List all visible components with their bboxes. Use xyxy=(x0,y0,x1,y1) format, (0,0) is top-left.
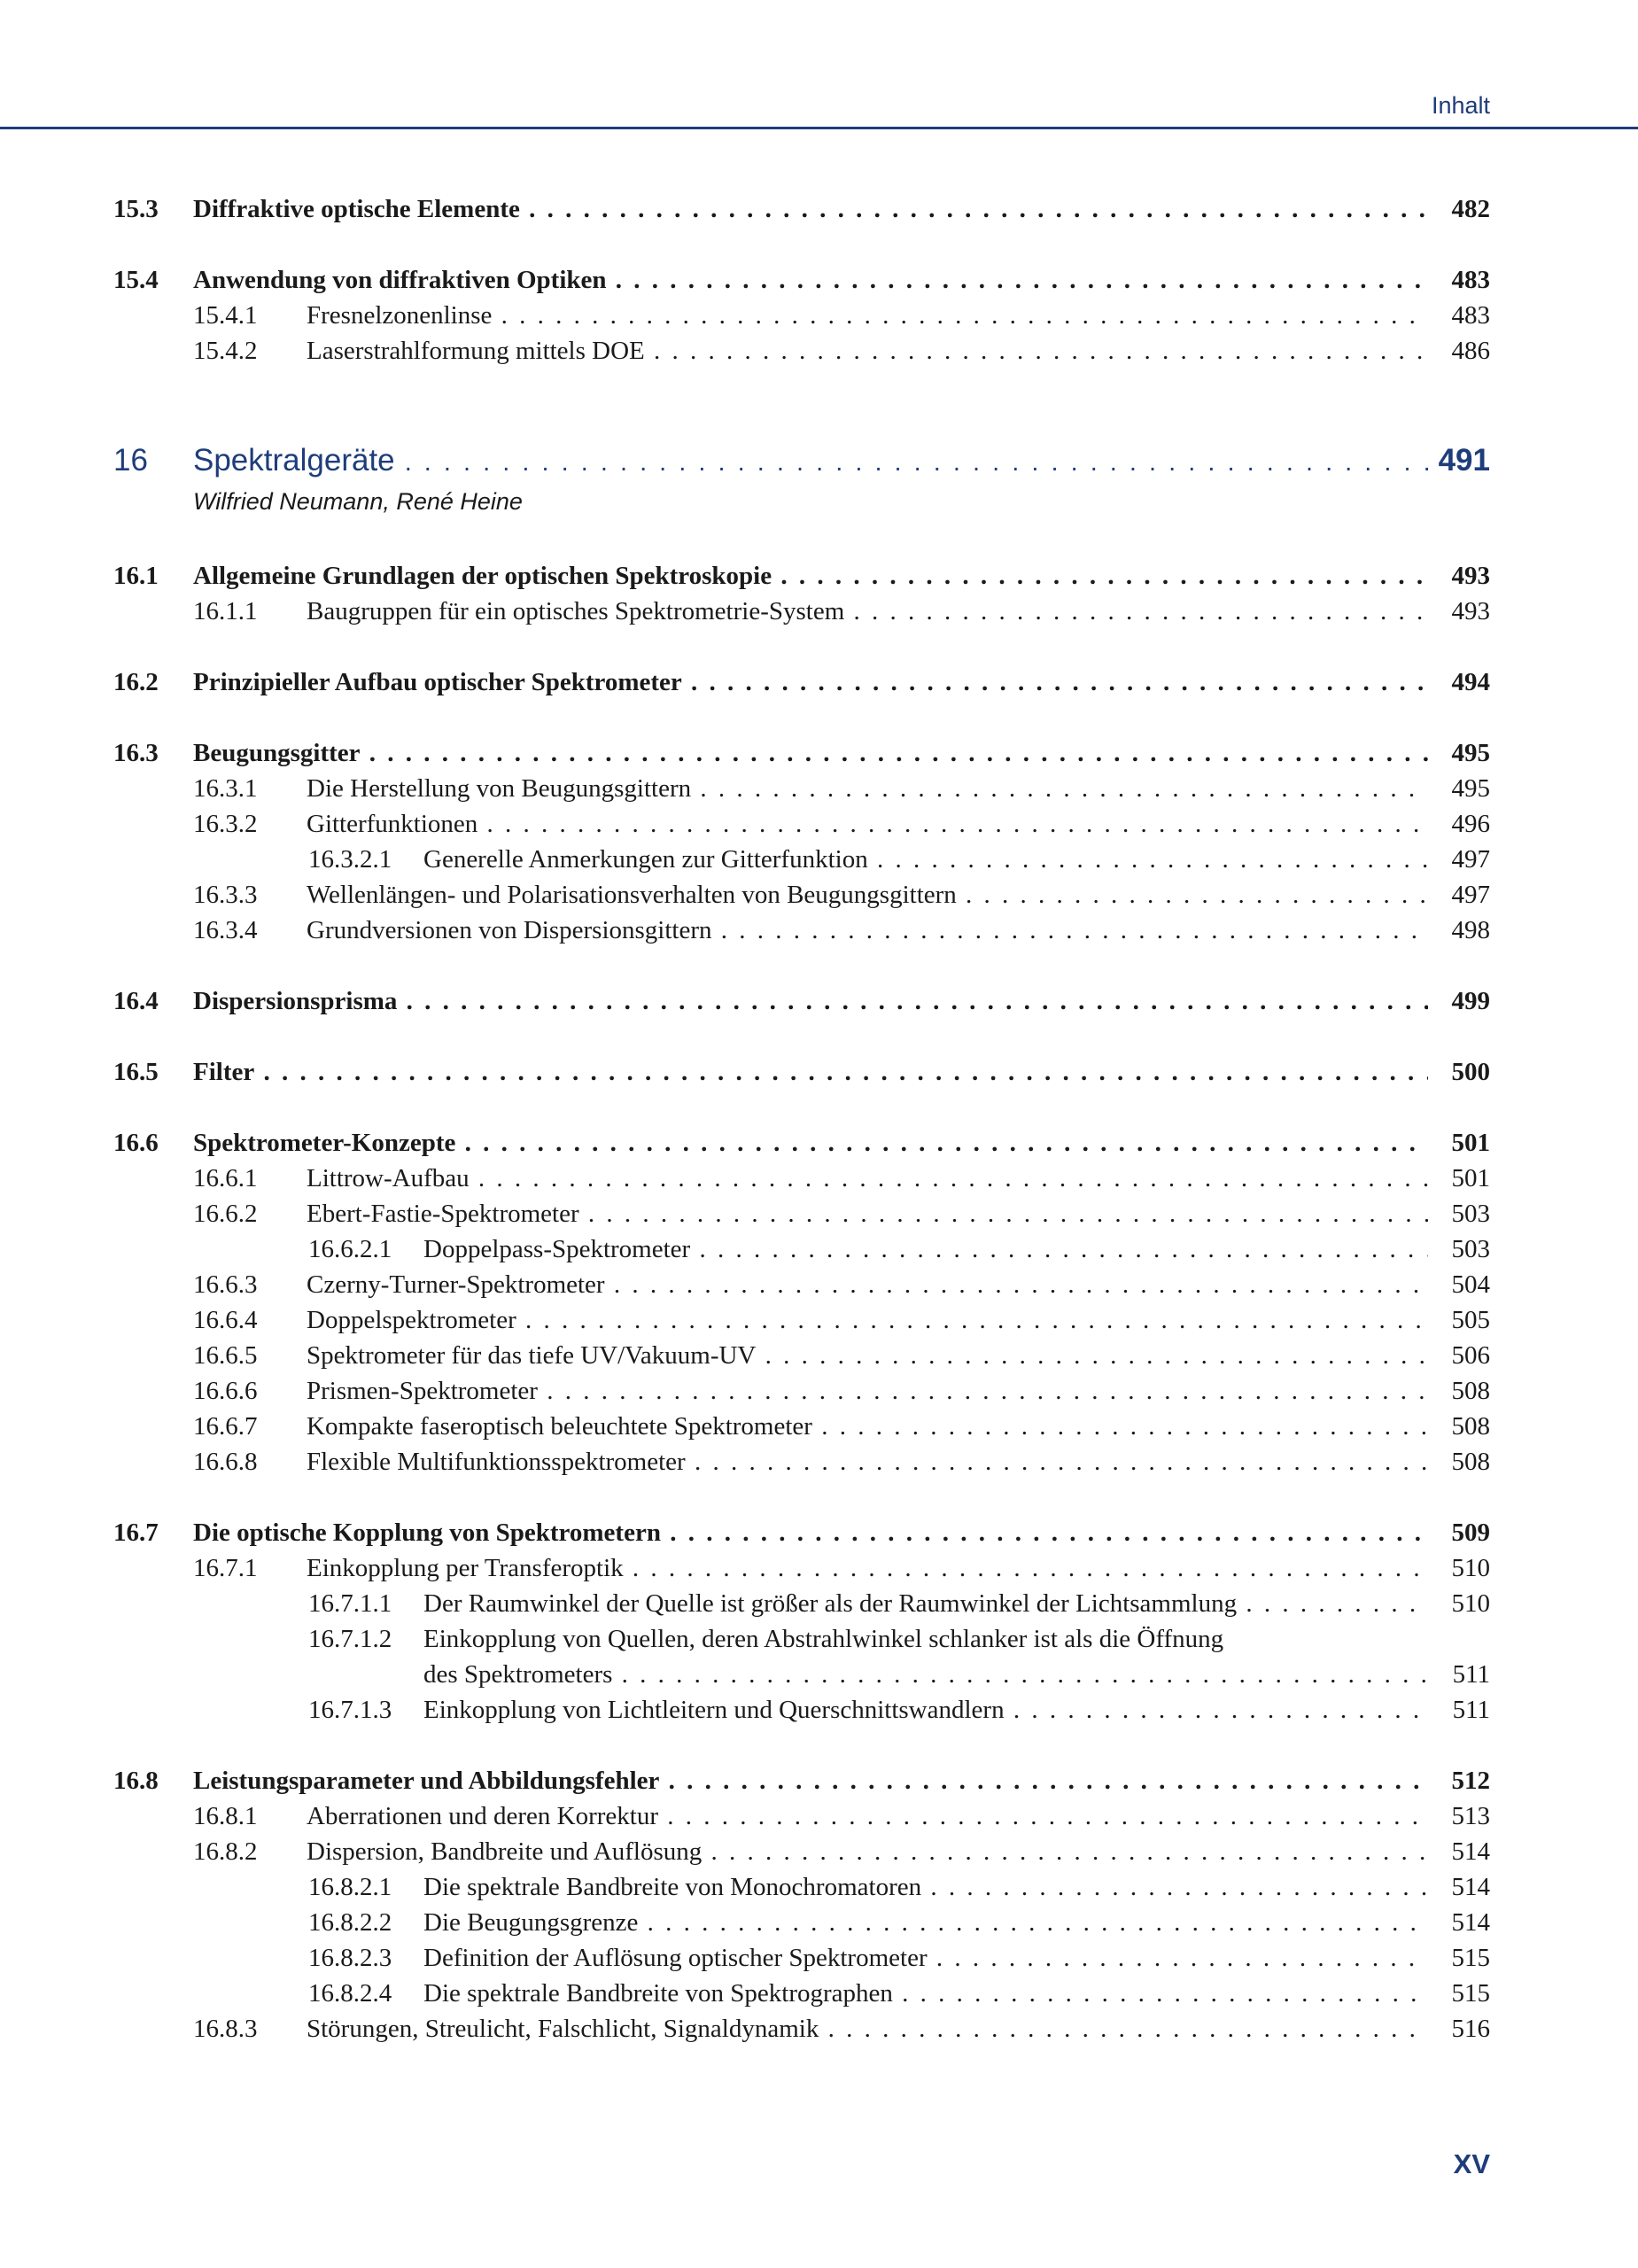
toc-title: Doppelspektrometer . . . xyxy=(307,1302,1428,1338)
toc-number: 16.6.1 xyxy=(193,1164,258,1192)
toc-entry-16-3-2-1[interactable] xyxy=(113,842,1490,877)
toc-number: 16.7.1.1 xyxy=(308,1589,392,1618)
toc-title: Definition der Auflösung optischer Spektrometer . . . xyxy=(423,1940,1428,1976)
toc-title: Einkopplung von Quellen, deren Abstrahlwinkel schlanker ist als die Öffnung xyxy=(423,1625,1224,1653)
toc-title: Aberrationen und deren Korrektur . . . xyxy=(307,1798,1428,1834)
chapter-page: 491 xyxy=(1438,443,1490,478)
toc-page: 486 xyxy=(1451,337,1490,365)
toc-page: 503 xyxy=(1451,1200,1490,1228)
toc-entry-16-6-8[interactable] xyxy=(113,1444,1490,1480)
toc-number: 16.6.4 xyxy=(193,1306,258,1334)
toc-entry-16-4[interactable] xyxy=(113,983,1490,1019)
chapter-number: 16 xyxy=(113,443,148,478)
toc-entry-15-4[interactable] xyxy=(113,262,1490,298)
toc-number: 16.6.3 xyxy=(193,1270,258,1299)
toc-number: 16.7.1.3 xyxy=(308,1696,392,1724)
toc-title: Prinzipieller Aufbau optischer Spektrometer . . . xyxy=(193,664,1428,700)
toc-title: Littrow-Aufbau . . . xyxy=(307,1161,1428,1196)
toc-number: 16.6.8 xyxy=(193,1448,258,1476)
toc-number: 16.3.2 xyxy=(193,810,258,838)
toc-page: 494 xyxy=(1451,668,1490,696)
toc-entry-16-8-1[interactable] xyxy=(113,1798,1490,1834)
toc-entry-15-3[interactable] xyxy=(113,191,1490,227)
toc-number: 16.1.1 xyxy=(193,597,258,625)
toc-number: 16.8.2.1 xyxy=(308,1873,392,1901)
toc-number: 16.7.1 xyxy=(193,1554,258,1582)
toc-number: 16.8.2.4 xyxy=(308,1979,392,2008)
toc-title: Filter . . . xyxy=(193,1054,1428,1090)
toc-title: Grundversionen von Dispersionsgittern . . . xyxy=(307,913,1428,948)
toc-number: 16.8.1 xyxy=(193,1802,258,1830)
toc-number: 16.7.1.2 xyxy=(308,1625,392,1653)
toc-page: 501 xyxy=(1451,1129,1490,1157)
toc-entry-16-8-3[interactable] xyxy=(113,2011,1490,2047)
toc-entry-16-1-1[interactable] xyxy=(113,594,1490,629)
toc-entry-16-7-1-1[interactable] xyxy=(113,1586,1490,1621)
header-rule xyxy=(0,127,1638,129)
toc-page: 504 xyxy=(1451,1270,1490,1299)
toc-number: 16.8.2.3 xyxy=(308,1944,392,1972)
toc-page: 493 xyxy=(1451,562,1490,590)
toc-entry-16-8-2-1[interactable] xyxy=(113,1869,1490,1905)
toc-title: Die optische Kopplung von Spektrometern . . . xyxy=(193,1515,1428,1550)
toc-entry-16-7-1[interactable] xyxy=(113,1550,1490,1586)
toc-entry-16-3[interactable] xyxy=(113,735,1490,771)
toc-entry-16-6[interactable] xyxy=(113,1125,1490,1161)
toc-entry-16-6-2-1[interactable] xyxy=(113,1231,1490,1267)
toc-page: 514 xyxy=(1451,1908,1490,1937)
toc-title: Gitterfunktionen . . . xyxy=(307,806,1428,842)
toc-title: Diffraktive optische Elemente . . . xyxy=(193,191,1428,227)
toc-page: 514 xyxy=(1451,1837,1490,1866)
toc-number: 16.3 xyxy=(113,739,159,767)
toc-page: 510 xyxy=(1451,1554,1490,1582)
toc-entry-16-7-1-3[interactable] xyxy=(113,1692,1490,1728)
toc-number: 16.7 xyxy=(113,1518,159,1547)
toc-number: 16.2 xyxy=(113,668,159,696)
toc-entry-16-8-2-4[interactable] xyxy=(113,1976,1490,2011)
toc-page: 497 xyxy=(1451,881,1490,909)
toc-number: 15.3 xyxy=(113,195,159,223)
toc-title: Ebert-Fastie-Spektrometer . . . xyxy=(307,1196,1428,1231)
toc-title: Die Herstellung von Beugungsgittern . . . xyxy=(307,771,1428,806)
toc-title: Fresnelzonenlinse . . . xyxy=(307,298,1428,333)
toc-entry-16-3-4[interactable] xyxy=(113,913,1490,948)
toc-page: 511 xyxy=(1452,1696,1490,1724)
toc-number: 16.5 xyxy=(113,1058,159,1086)
toc-entry-16-8-2-2[interactable] xyxy=(113,1905,1490,1940)
toc-page: 514 xyxy=(1451,1873,1490,1901)
toc-page: 503 xyxy=(1451,1235,1490,1263)
toc-page: 512 xyxy=(1451,1767,1490,1795)
toc-title: Spektrometer für das tiefe UV/Vakuum-UV . . . xyxy=(307,1338,1428,1373)
toc-number: 16.8.3 xyxy=(193,2015,258,2043)
toc-entry-16-6-7[interactable] xyxy=(113,1409,1490,1444)
toc-entry-15-4-1[interactable] xyxy=(113,298,1490,333)
toc-page: 483 xyxy=(1451,301,1490,330)
toc-page: 508 xyxy=(1451,1448,1490,1476)
toc-entry-16-8[interactable] xyxy=(113,1763,1490,1798)
toc-page: 510 xyxy=(1451,1589,1490,1618)
toc-chapter-16[interactable] xyxy=(113,438,1490,484)
toc-page: 515 xyxy=(1451,1944,1490,1972)
toc-title-continued: des Spektrometers . . . xyxy=(423,1657,1428,1692)
toc-entry-16-2[interactable] xyxy=(113,664,1490,700)
toc-entry-16-6-1[interactable] xyxy=(113,1161,1490,1196)
toc-page: 513 xyxy=(1451,1802,1490,1830)
toc-number: 16.6.2.1 xyxy=(308,1235,392,1263)
toc-title: Baugruppen für ein optisches Spektrometrie-System . . . xyxy=(307,594,1428,629)
toc-page: 511 xyxy=(1452,1660,1490,1689)
toc-entry-16-7[interactable] xyxy=(113,1515,1490,1550)
toc-number: 16.3.3 xyxy=(193,881,258,909)
toc-entry-16-6-3[interactable] xyxy=(113,1267,1490,1302)
toc-entry-16-3-2[interactable] xyxy=(113,806,1490,842)
toc-number: 16.6.7 xyxy=(193,1412,258,1441)
toc-number: 16.8 xyxy=(113,1767,159,1795)
toc-entry-16-7-1-2-continued[interactable] xyxy=(113,1657,1490,1692)
toc-page: 508 xyxy=(1451,1377,1490,1405)
toc-number: 16.8.2.2 xyxy=(308,1908,392,1937)
toc-title: Einkopplung von Lichtleitern und Querschnittswandlern . . . xyxy=(423,1692,1428,1728)
table-of-contents xyxy=(113,191,1490,2047)
toc-title: Generelle Anmerkungen zur Gitterfunktion . . . xyxy=(423,842,1428,877)
toc-title: Störungen, Streulicht, Falschlicht, Signaldynamik . . . xyxy=(307,2011,1428,2047)
toc-number: 15.4 xyxy=(113,266,159,294)
toc-title: Allgemeine Grundlagen der optischen Spektroskopie . . . xyxy=(193,558,1428,594)
toc-number: 16.8.2 xyxy=(193,1837,258,1866)
toc-entry-16-6-4[interactable] xyxy=(113,1302,1490,1338)
toc-page: 482 xyxy=(1451,195,1490,223)
toc-page: 505 xyxy=(1451,1306,1490,1334)
toc-entry-16-3-1[interactable] xyxy=(113,771,1490,806)
toc-title: Wellenlängen- und Polarisationsverhalten von Beugungsgittern . . . xyxy=(307,877,1428,913)
toc-page: 495 xyxy=(1451,774,1490,803)
toc-number: 16.6.6 xyxy=(193,1377,258,1405)
toc-title: Dispersionsprisma . . . xyxy=(193,983,1428,1019)
toc-page: 515 xyxy=(1451,1979,1490,2008)
toc-title: Einkopplung per Transferoptik . . . xyxy=(307,1550,1428,1586)
toc-entry-16-6-5[interactable] xyxy=(113,1338,1490,1373)
toc-title: Anwendung von diffraktiven Optiken . . . xyxy=(193,262,1428,298)
toc-number: 15.4.2 xyxy=(193,337,258,365)
toc-entry-16-6-6[interactable] xyxy=(113,1373,1490,1409)
toc-number: 16.1 xyxy=(113,562,159,590)
toc-title: Die spektrale Bandbreite von Spektrographen . . . xyxy=(423,1976,1428,2011)
toc-entry-16-6-2[interactable] xyxy=(113,1196,1490,1231)
toc-page: 483 xyxy=(1451,266,1490,294)
toc-page: 496 xyxy=(1451,810,1490,838)
toc-title: Laserstrahlformung mittels DOE . . . xyxy=(307,333,1428,369)
page-number: XV xyxy=(1453,2148,1490,2179)
toc-title: Die spektrale Bandbreite von Monochromatoren . . . xyxy=(423,1869,1428,1905)
toc-page: 498 xyxy=(1451,916,1490,944)
toc-page: 501 xyxy=(1451,1164,1490,1192)
toc-page: 506 xyxy=(1451,1341,1490,1370)
toc-page: 509 xyxy=(1451,1518,1490,1547)
toc-page: 516 xyxy=(1451,2015,1490,2043)
running-header: Inhalt xyxy=(1431,92,1490,119)
toc-entry-16-1[interactable] xyxy=(113,558,1490,594)
toc-page: 499 xyxy=(1451,987,1490,1015)
toc-number: 16.3.2.1 xyxy=(308,845,392,874)
toc-title: Doppelpass-Spektrometer . . . xyxy=(423,1231,1428,1267)
toc-entry-16-7-1-2[interactable] xyxy=(113,1621,1490,1657)
toc-entry-16-8-2[interactable] xyxy=(113,1834,1490,1869)
toc-number: 16.6.5 xyxy=(193,1341,258,1370)
toc-title: Kompakte faseroptisch beleuchtete Spektrometer . . . xyxy=(307,1409,1428,1444)
toc-page: 493 xyxy=(1451,597,1490,625)
toc-title: Beugungsgitter . . . xyxy=(193,735,1428,771)
toc-title: Flexible Multifunktionsspektrometer . . . xyxy=(307,1444,1428,1480)
toc-entry-15-4-2[interactable] xyxy=(113,333,1490,369)
toc-title: Dispersion, Bandbreite und Auflösung . . . xyxy=(307,1834,1428,1869)
toc-number: 16.3.4 xyxy=(193,916,258,944)
toc-page: 508 xyxy=(1451,1412,1490,1441)
toc-number: 16.4 xyxy=(113,987,159,1015)
toc-number: 16.6 xyxy=(113,1129,159,1157)
toc-number: 16.6.2 xyxy=(193,1200,258,1228)
toc-entry-16-3-3[interactable] xyxy=(113,877,1490,913)
toc-title: Die Beugungsgrenze . . . xyxy=(423,1905,1428,1940)
toc-title: Der Raumwinkel der Quelle ist größer als der Raumwinkel der Lichtsammlung . . . xyxy=(423,1586,1428,1621)
toc-title: Leistungsparameter und Abbildungsfehler . . . xyxy=(193,1763,1428,1798)
toc-page: 495 xyxy=(1451,739,1490,767)
chapter-authors: Wilfried Neumann, René Heine xyxy=(193,488,523,515)
toc-entry-16-5[interactable] xyxy=(113,1054,1490,1090)
toc-number: 15.4.1 xyxy=(193,301,258,330)
toc-title: Czerny-Turner-Spektrometer . . . xyxy=(307,1267,1428,1302)
toc-title: Spektrometer-Konzepte . . . xyxy=(193,1125,1428,1161)
toc-number: 16.3.1 xyxy=(193,774,258,803)
chapter-title: Spektralgeräte . . . xyxy=(193,438,1428,484)
toc-page: 500 xyxy=(1451,1058,1490,1086)
toc-entry-16-8-2-3[interactable] xyxy=(113,1940,1490,1976)
toc-page: 497 xyxy=(1451,845,1490,874)
toc-title: Prismen-Spektrometer . . . xyxy=(307,1373,1428,1409)
